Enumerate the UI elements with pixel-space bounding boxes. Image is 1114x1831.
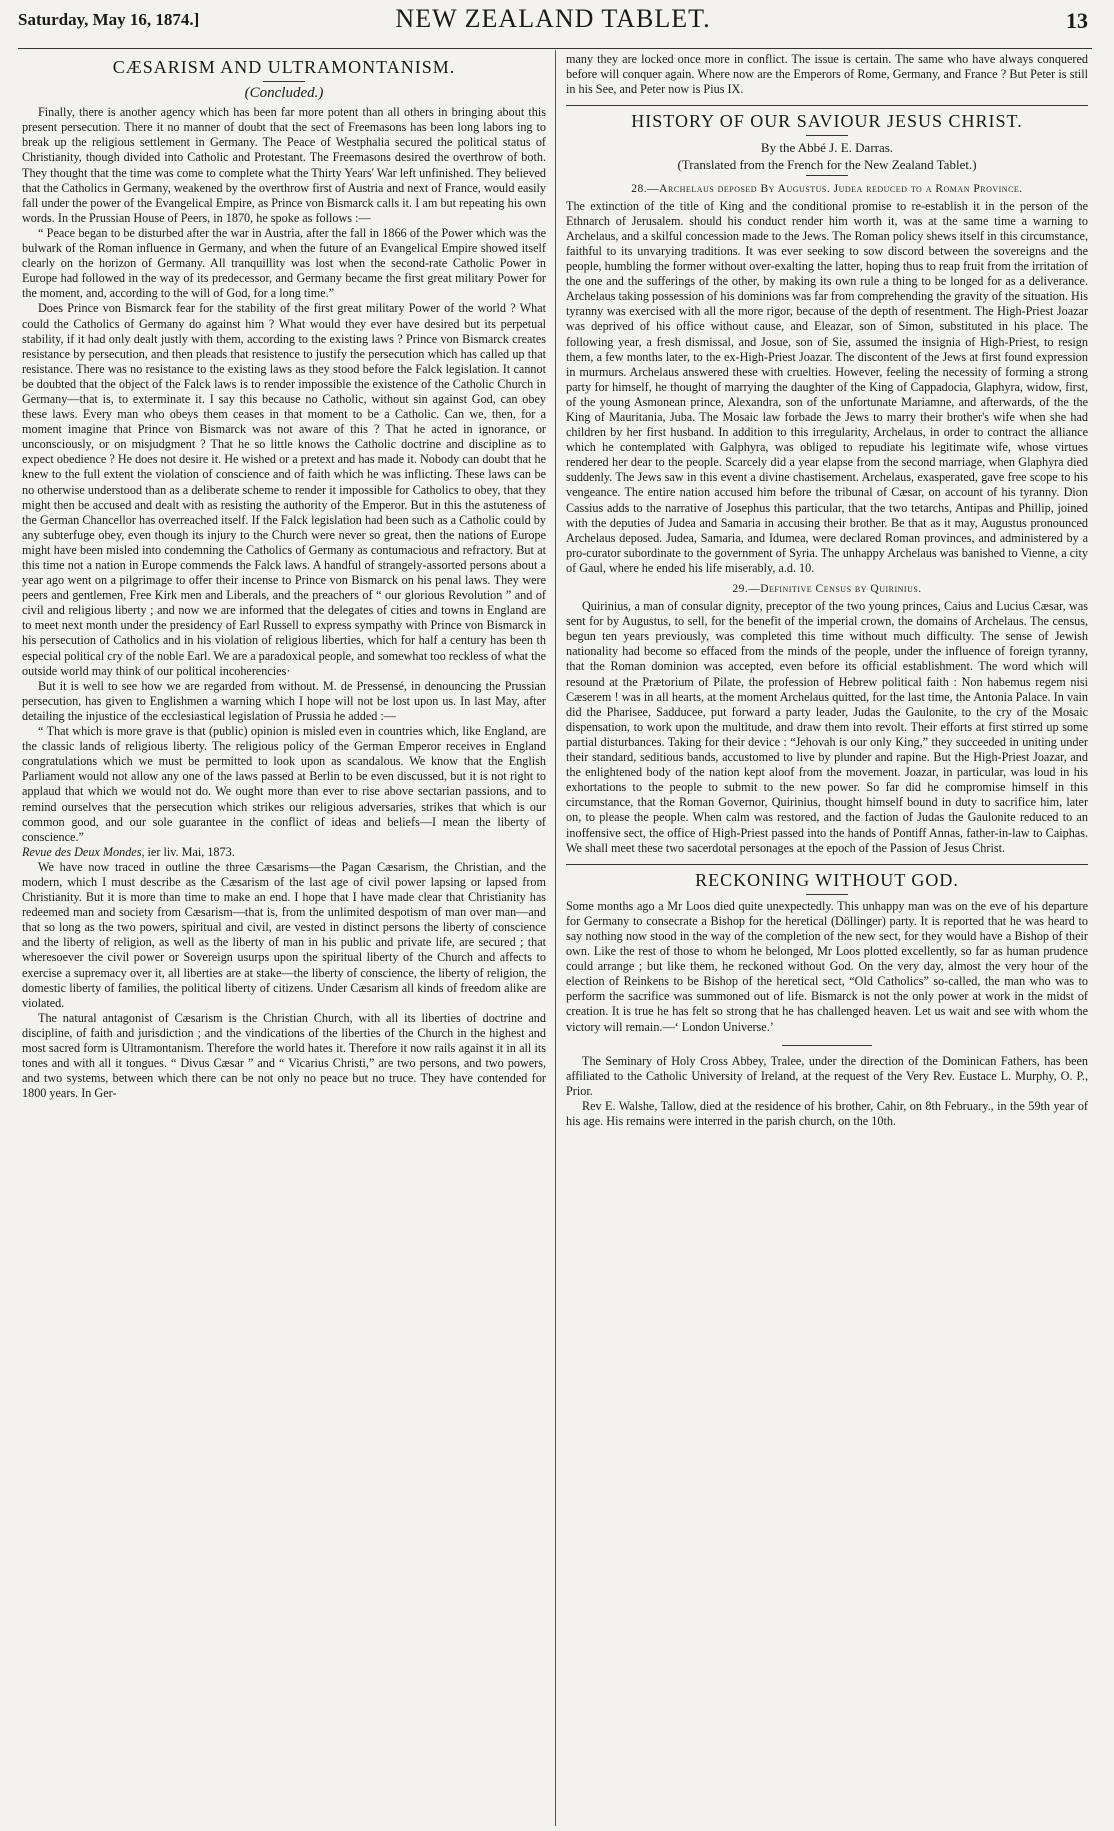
paragraph: We have now traced in outline the three Cæsarisms—the Pagan Cæsarism, the Christian, and the modern, which I must describe as the Cæsarism of the last age of civil power lapsing or lapsed from Christianity. But it is more than time to make an end. I hope that I have made clear that Christianity has redeemed man and society from Cæsarism—that is, from the unlimited despotism of man over man—and that so long as the two powers, spiritual and civil, are vested in distinct persons the liberty of conscience and the liberty of religion, as well as the liberty of man in his public and private life, are secured ; that wheresoever the civil power or Sovereign usurps upon the spiritual liberty of the Church and affects to exercise a supremacy over it, all liberties are at stake—the liberty of conscience, the liberty of religion, the domestic liberty of families, the political liberty of citizens. Under Cæsarism all kinds of freedom alike are violated. — [22, 859, 546, 1010]
section-rule — [566, 864, 1088, 865]
notice-paragraph: The Seminary of Holy Cross Abbey, Tralee, under the direction of the Dominican Fathers, has been affiliated to the Catholic University of Ireland, at the request of the Very Rev. Eustace L. Murphy, O. P., Prior. — [566, 1053, 1088, 1098]
section-title-29: 29.—Definitive Census by Quirinius. — [732, 583, 922, 595]
paragraph: But it is well to see how we are regarded from without. M. de Pressensé, in denouncing the Prussian persecution, has given to Englishmen a warning which I hope will not be lost upon us. In last May, after detailing the injustice of the ecclesiastical legislation of Prussia he added :— — [22, 678, 546, 723]
page-number: 13 — [1066, 8, 1088, 33]
article-headline-reckoning: RECKONING WITHOUT GOD. — [695, 869, 959, 890]
paragraph: Finally, there is another agency which has been far more potent than all others in bringing about this present persecution. There it no manner of doubt that the sect of Freemasons has been long labors ing to break up the religious settlement in Germany. The Peace of Westphalia secured the political status of Christianity, though divided into Catholic and Protestant. The Freemasons desired the overthrow of both. They thought that the time was come to complete what the Thirty Years' War left unfinished. They believed that the Catholics in Germany, weakened by the overthrow first of Austria and next of France, would easily fall under the power of the Evangelical Empire, as Prince von Bismarck calls it. I am but repeating his own words. In the Prussian House of Peers, in 1870, he spoke as follows :— — [22, 105, 546, 225]
section-title-28: 28.—Archelaus deposed By Augustus. Judea reduced to a Roman Province. — [631, 182, 1023, 195]
headline-rule — [806, 894, 848, 895]
article-subtitle: (Concluded.) — [244, 85, 324, 102]
headline-rule — [806, 175, 848, 176]
article-headline-history: HISTORY OF OUR SAVIOUR JESUS CHRIST. — [631, 111, 1023, 132]
paragraph: The natural antagonist of Cæsarism is the Christian Church, with all its liberties of doctrine and discipline, of faith and jurisdiction ; and the vindications of the liberties of the Church in the highest and most sacred form is Ultramontanism. Therefore the world hates it. Therefore it now rails against it in all its tones and with all it tongues. “ Divus Cæsar ” and “ Vicarius Christi,” are two persons, and two powers, and two systems, between which there can be not only no peace but no truce. They have contended for 1800 years. In Ger- — [22, 1010, 546, 1101]
column-divider — [555, 50, 556, 1826]
paragraph: The extinction of the title of King and the conditional promise to re-establish it in the person of the Ethnarch of Jerusalem. should his conduct render him worth it, was at the same time a warning to Archelaus, and a skilful concession made to the Jews. The Roman policy shews itself in this circumstance, faithful to its unvarying traditions. It was ever seeking to sow discord between the sovereigns and the people, humbling the former without over-exalting the latter, hoping thus to reap fruit from the irritation of the one and the sufferings of the other, by making its own rule a thing to be longed for as a deliverance. Archelaus taking possession of his dominions was far from comprehending the gravity of the situation. His tyranny was exercised with all the more rigor, because of the depth of resentment. The High-Priest Joazar was deprived of his office without cause, and Eleazar, son of Simon, substituted in his place. The following year, a fresh dismissal, and Josue, son of Sie, assumed the insignia of High-Priest, to resign them, a few months later, to the ex-High-Priest Joazar. The discontent of the Jews at first found expression in murmurs. Archelaus answered these with cruelties. However, feeling the necessity of forming a strong party for himself, he thought of marrying the daughter of the King of Cappadocia, Glaphyra, widow, first, of the young Asmonean prince, Alexandra, son of the unfortunate Mariamne, and afterwards, of the the King of Mauritania, Juba. The Mosaic law forbade the Jews to marry their brother's wife when she had children by her first husband. In addition to this irregularity, Archelaus, in order to contract the alliance which he contemplated with Galphyra, was obliged to repudiate his legitimate wife, whose virtues rendered her dear to the people. Scarcely did a year elapse from the second marriage, when Glaphyra died suddenly. The Jews saw in this event a divine chastisement. Archelaus, exasperated, gave free scope to his vengeance. The entire nation accused him before the tribunal of Cæsar, on account of his tyranny. Dion Cassius adds to the narrative of Josephus this particular, that the two tetarchs, Antipas and Phillip, joined with the deputies of Judea and Samaria in accusing their brother. Be that as it may, Augustus pronounced Archelaus deposed. Judea, Samaria, and Idumea, were declared Roman provinces, and administered by a pro-curator subordinate to the government of Syria. The unhappy Archelaus was banished to Vienne, a city of Gaul, where he ended his life miserably, a.d. 10. — [566, 198, 1088, 575]
left-column — [22, 56, 546, 1101]
paragraph: Does Prince von Bismarck fear for the stability of the first great military Power of the world ? What could the Catholics of Germany do against him ? What would they ever have desired but its perpetual stability, if it had only dealt justly with them, according to the existing laws ? Prince von Bismarck creates resistance by persecution, and then pleads that resistence to justify the persecution which has called up that resistance. There was no resistance to the existing laws as they stood before the Falck legislation. It cannot be doubted that the object of the Falck laws is to render impossible the existence of the Catholic Church in Germany—that is, to exterminate it. I say this because no Catholic, without sin against God, can obey these laws. Every man who obeys them ceases in that moment to be a Catholic. Can we, then, for a moment imagine that Prince von Bismarck was not aware of this ? That he acted in ignorance, or unconsciously, or on misjudgment ? That he so little knows the Catholic doctrine and discipline as to expect obedience ? He does not desire it. He wished or a pretext and has made it. Nobody can doubt that he knew to the full extent the violation of conscience and of faith which he was inflicting. These laws can be no otherwise understood than as a deliberate scheme to render it impossible for Catholics to obey, that they might then be accused and dealt with as resisting the authority of the Emperor. But in this the astuteness of the German Chancellor has overreached itself. If the Falck legislation had been such as a Catholic could by any subterfuge obey, even though its injury to the Church were never so great, then the nations of Europe might have been misled into condemning the Catholics of Germany as contumacious and refractory. But at this time not a nation in Europe commends the Falck laws. A handful of strangely-assorted persons about a year ago went on a pilgrimage to offer their incense to Prince von Bismarck on his penal laws. They were peers and gentlemen, Free Kirk men and Liberals, and the preachers of “ our glorious Revolution ” and of civil and religious liberty ; and now we are informed that the delegates of cities and towns in England are to meet next month under the presidency of Earl Russell to express sympathy with Prince von Bismarck in his persecution of Catholics and in his violation of religious liberties, which for half a century has been th especial political cry of the noble Earl. We are a paradoxical people, and somewhat too reckless of what the outside world may think of our political incoherencies· — [22, 301, 547, 678]
masthead — [18, 4, 1088, 44]
headline-rule — [806, 135, 848, 136]
newspaper-title: NEW ZEALAND TABLET. — [395, 4, 711, 33]
byline: By the Abbé J. E. Darras. — [760, 140, 894, 156]
issue-date: Saturday, May 16, 1874.] — [18, 10, 200, 29]
article-headline-caesarism: CÆSARISM AND ULTRAMONTANISM. — [112, 57, 456, 77]
notice-paragraph: Rev E. Walshe, Tallow, died at the residence of his brother, Cahir, on 8th February., in the 59th year of his age. His remains were interred in the parish church, on the 10th. — [566, 1098, 1088, 1128]
right-column — [566, 52, 1088, 1129]
paragraph: Quirinius, a man of consular dignity, preceptor of the two young princes, Caius and Lucius Cæsar, was sent for by Augustus, to sell, for the benefit of the imperial crown, the domains of Archelaus. The census, begun ten years previously, was completed this time without much difficulty. The sense of Jewish nationality had become so effaced from the minds of the people, under the influence of foreign tyranny, that the Roman dominion was accepted, even before its official establishment. The word which will resound at the Prætorium of Pilate, the profession of Hebrew political faith : Non habemus regem nisi Cæserem ! was in all hearts, at the moment Archelaus quitted, for the last time, the Antonia Palace. In vain did the Pharisee, Sadducee, put forward a party leader, Judas the Gaulonite, to the cry of the Mosaic dispensation, to work upon the multitude, and draw them into revolt. Their efforts at first stirred up some partial disturbances. Taking for their device : “Jehovah is our only King,” they succeeded in uniting under their standard, seditious bands, accustomed to live by plunder and rapine. But the High-Priest Joazar, and the enlightened body of the nation kept aloof from the movement. Joazar, in particular, was loud in his exhortations to the people to submit to the new power. So far did he compromise himself in this circumstance, that the Roman Governor, Quirinius, thought himself bound in duty to sacrifice him, later on, to please the people. When calm was restored, and the faction of Judas the Gaulonite reduced to an inoffensive sect, the office of High-Priest passed into the hands of Pontiff Annas, father-in-law to Caiphas. We shall meet these two sacerdotal personages at the epoch of the Passion of Jesus Christ. — [566, 599, 1088, 855]
masthead-rule — [18, 48, 1092, 49]
quote-source: Revue des Deux Mondes, — [22, 844, 145, 859]
continued-paragraph: many they are locked once more in conflict. The issue is certain. The same who have always conquered before will conquer again. Where now are the Emperors of Rome, Germany, and France ? But Peter is still in his See, and Peter now is Pius IX. — [566, 52, 1088, 97]
quote-date: ier liv. Mai, 1873. — [147, 844, 235, 859]
notice-rule — [782, 1045, 872, 1046]
headline-rule — [263, 81, 305, 82]
quote-paragraph: “ That which is more grave is that (public) opinion is misled even in countries which, like England, are the classic lands of religious liberty. The religious policy of the German Emperor receives in England congratulations which we must be permitted to look upon as scandalous. We know that the English Parliament would not allow any one of the laws passed at Berlin to be even discussed, but it is not right to applaud that which we would not do. We ought more than ever to rise above sectarian passions, and to remind ourselves that the persecution which strikes our religious adversaries, strikes that which is our common good, and our sole guarantee in the conflict of ideas and beliefs—I mean the liberty of conscience.” — [22, 724, 546, 844]
section-rule — [566, 105, 1088, 106]
paragraph: Some months ago a Mr Loos died quite unexpectedly. This unhappy man was on the eve of his departure for Germany to consecrate a Bishop for the heretical (Döllinger) party. It is reported that he was heard to say nothing now stood in the way of the completion of the new sect, for they would have a Bishop of their own. Like the rest of those to whom he belonged, Mr Loos plotted excellently, so far as human prudence could arrange ; but like them, he reckoned without God. On the very day, almost the very hour of the election of Reinkens to be Bishop of the heretical sect, “Old Catholics” so-called, the man who was to perform the sacrifice was summoned out of life. Bismarck is not the only power at work in the midst of creation. It is true he has felt so strong that he has challenged heaven. Let us wait and see with whom the victory will remain.—‘ London Universe.’ — [566, 898, 1088, 1034]
quote-paragraph: “ Peace began to be disturbed after the war in Austria, after the fall in 1866 of the Power which was the bulwark of the Roman influence in Germany, and when the future of an Evangelical Empire showed itself clearly on the horizon of Germany. All tranquillity was lost when the second-rate Catholic Power in Europe had followed in the way of its predecessor, and Germany became the first great military Power for the moment, and, according to the will of God, for a long time.” — [22, 225, 546, 301]
quote-citation — [22, 845, 546, 860]
translation-note: (Translated from the French for the New Zealand Tablet.) — [677, 157, 977, 173]
